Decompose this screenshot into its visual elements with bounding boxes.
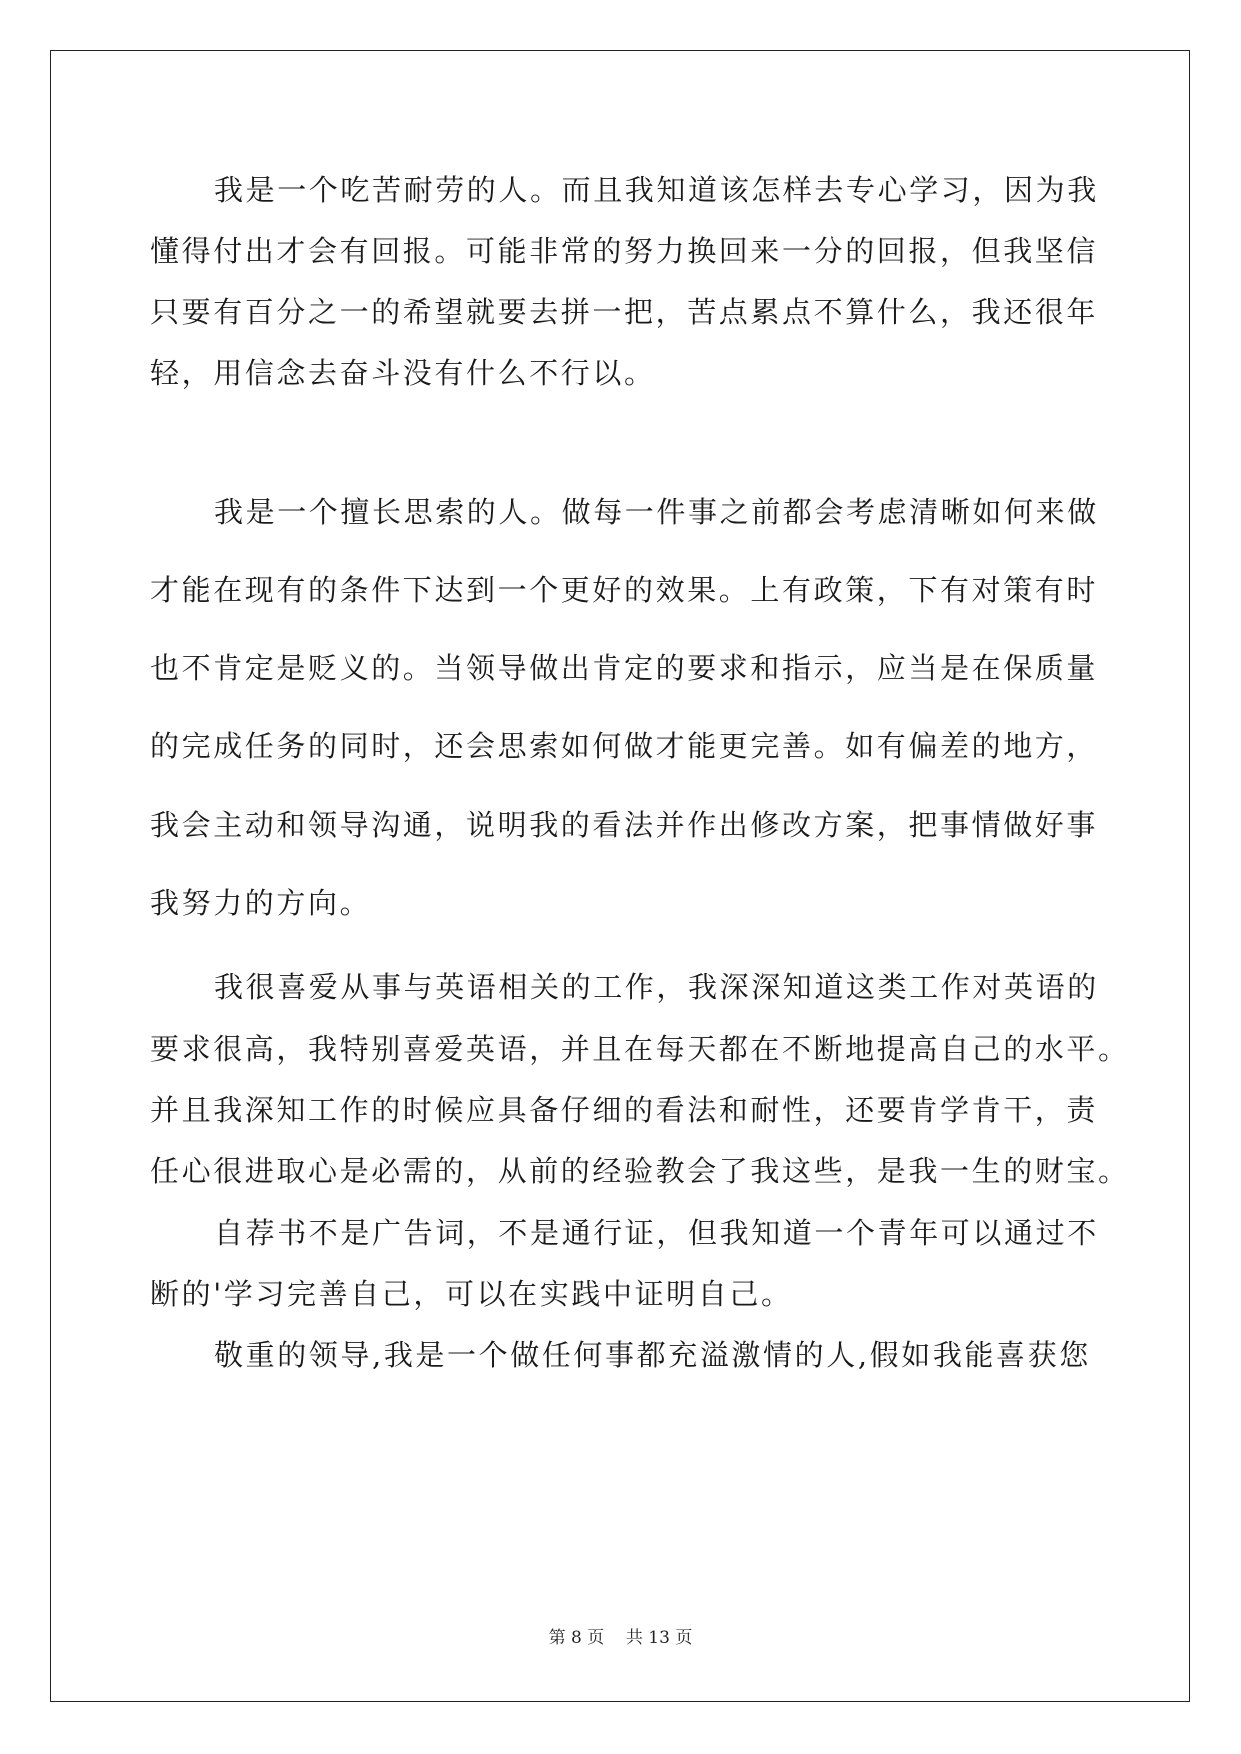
paragraph-4-line-1: 自荐书不是广告词，不是通行证，但我知道一个青年可以通过不 [214,1216,1099,1250]
paragraph-1-line-3: 只要有百分之一的希望就要去拼一把，苦点累点不算什么，我还很年 [150,295,1099,329]
paragraph-2-line-1: 我是一个擅长思索的人。做每一件事之前都会考虑清晰如何来做 [214,495,1099,529]
paragraph-1-line-1: 我是一个吃苦耐劳的人。而且我知道该怎样去专心学习，因为我 [214,173,1099,207]
paragraph-1-line-2: 懂得付出才会有回报。可能非常的努力换回来一分的回报，但我坚信 [150,234,1099,268]
paragraph-1-line-4: 轻，用信念去奋斗没有什么不行以。 [150,356,656,390]
paragraph-2-line-2: 才能在现有的条件下达到一个更好的效果。上有政策，下有对策有时 [150,573,1099,607]
paragraph-2-line-6: 我努力的方向。 [150,886,372,920]
paragraph-3-line-1: 我很喜爱从事与英语相关的工作，我深深知道这类工作对英语的 [214,970,1099,1004]
paragraph-5-line-1: 敬重的领导,我是一个做任何事都充溢激情的人,假如我能喜获您 [214,1338,1091,1372]
paragraph-2-line-3: 也不肯定是贬义的。当领导做出肯定的要求和指示，应当是在保质量 [150,651,1099,685]
paragraph-2-line-5: 我会主动和领导沟通，说明我的看法并作出修改方案，把事情做好事 [150,808,1099,842]
paragraph-3-line-2: 要求很高，我特别喜爱英语，并且在每天都在不断地提高自己的水平。 [150,1032,1130,1066]
paragraph-4-line-2: 断的'学习完善自己，可以在实践中证明自己。 [150,1277,793,1311]
page-footer [0,1627,1241,1649]
paragraph-2-line-4: 的完成任务的同时，还会思索如何做才能更完善。如有偏差的地方， [150,729,1099,763]
paragraph-3-line-4: 任心很进取心是必需的，从前的经验教会了我这些，是我一生的财宝。 [150,1154,1130,1188]
paragraph-3-line-3: 并且我深知工作的时候应具备仔细的看法和耐性，还要肯学肯干，责 [150,1093,1099,1127]
page-number-label: 第 8 页 共 13 页 [548,1628,693,1648]
